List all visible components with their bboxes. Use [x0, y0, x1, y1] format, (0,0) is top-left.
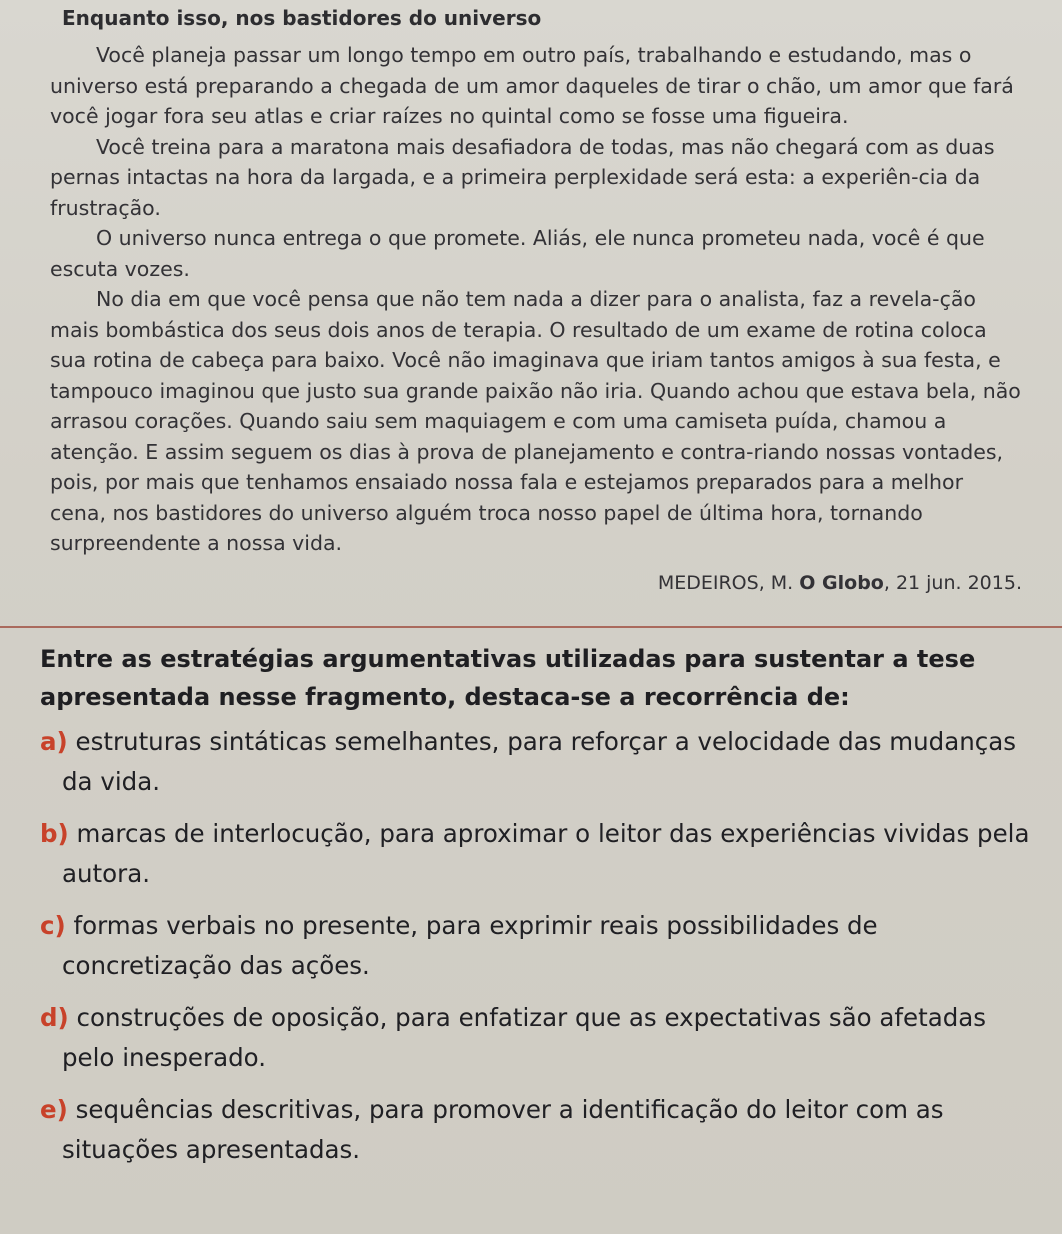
option-text: sequências descritivas, para promover a identificação do leitor com as situações apresentadas. — [62, 1095, 944, 1164]
source-publication: O Globo — [799, 572, 884, 594]
option-a[interactable] — [40, 722, 1030, 802]
question-block — [40, 640, 1030, 1182]
option-letter: d) — [40, 1003, 69, 1032]
option-text: construções de oposição, para enfatizar que as expectativas são afetadas pelo inesperado. — [62, 1003, 987, 1072]
option-letter: b) — [40, 819, 69, 848]
text-title: Enquanto isso, nos bastidores do universo — [62, 6, 542, 30]
option-letter: a) — [40, 727, 68, 756]
option-c[interactable] — [40, 906, 1030, 986]
option-letter: e) — [40, 1095, 68, 1124]
paragraph: Você planeja passar um longo tempo em outro país, trabalhando e estudando, mas o universo está preparando a chegada de um amor daqueles de tirar o chão, um amor que fará você jogar fora seu atlas e criar raízes no quintal como se fosse uma figueira. — [50, 43, 1014, 128]
option-e[interactable] — [40, 1090, 1030, 1170]
option-d[interactable] — [40, 998, 1030, 1078]
question-stem: Entre as estratégias argumentativas utilizadas para sustentar a tese apresentada nesse fragmento, destaca-se a recorrência de: — [40, 645, 976, 711]
option-letter: c) — [40, 911, 66, 940]
answer-options — [40, 722, 1030, 1170]
source-date: , 21 jun. 2015. — [883, 572, 1022, 594]
option-text: marcas de interlocução, para aproximar o leitor das experiências vividas pela autora. — [62, 819, 1030, 888]
text-body — [50, 40, 1025, 559]
paragraph: No dia em que você pensa que não tem nada a dizer para o analista, faz a revela-ção mais bombástica dos seus dois anos de terapia. O resultado de um exame de rotina coloca sua rotina de cabeça para baixo. Você não imaginava que iriam tantos amigos à sua festa, e tampouco imaginou que justo sua grande paixão não iria. Quando achou que estava bela, não arrasou corações. Quando saiu sem maquiagem e com uma camiseta puída, chamou a atenção. E assim seguem os dias à prova de planejamento e contra-riando nossas vontades, pois, por mais que tenhamos ensaiado nossa fala e estejamos preparados para a melhor cena, nos bastidores do universo alguém troca nosso papel de última hora, tornando surpreendente a nossa vida. — [50, 287, 1021, 555]
option-text: estruturas sintáticas semelhantes, para reforçar a velocidade das mudanças da vida. — [62, 727, 1017, 796]
option-text: formas verbais no presente, para exprimir reais possibilidades de concretização das ações. — [62, 911, 878, 980]
option-b[interactable] — [40, 814, 1030, 894]
source-author: MEDEIROS, M. — [657, 572, 794, 594]
section-divider — [0, 626, 1062, 628]
source-citation — [658, 572, 1022, 594]
paragraph: O universo nunca entrega o que promete. Aliás, ele nunca prometeu nada, você é que escuta vozes. — [50, 226, 985, 281]
paragraph: Você treina para a maratona mais desafiadora de todas, mas não chegará com as duas pernas intactas na hora da largada, e a primeira perplexidade será esta: a experiên-cia da frustração. — [50, 134, 995, 220]
